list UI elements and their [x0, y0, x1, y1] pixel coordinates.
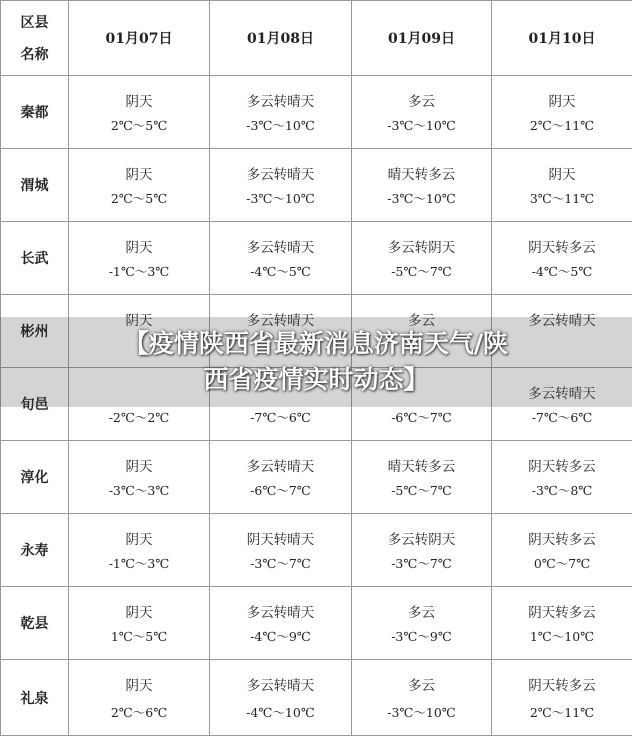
- forecast-cell: [210, 441, 352, 514]
- weather-condition: 阴天: [125, 605, 153, 621]
- weather-condition: 多云转晴天: [246, 459, 315, 475]
- forecast-cell: [352, 222, 492, 295]
- temperature-range: -3℃～10℃: [387, 705, 456, 720]
- forecast-cell: [69, 587, 210, 660]
- weather-condition: 阴天: [125, 459, 153, 475]
- temperature-range: -3℃～10℃: [387, 118, 456, 133]
- region-name-cell: 彬州: [1, 295, 69, 368]
- temperature-range: -3℃～10℃: [246, 118, 315, 133]
- region-name-cell: 永寿: [1, 514, 69, 587]
- date-header-cell: 01月08日: [210, 1, 352, 76]
- forecast-cell: [352, 149, 492, 222]
- temperature-range: -1℃～3℃: [108, 264, 170, 279]
- forecast-cell: [210, 660, 352, 736]
- temperature-range: -2℃～2℃: [108, 410, 170, 425]
- weather-condition: 多云转阴天: [387, 532, 456, 548]
- region-header-line2: 名称: [20, 47, 49, 63]
- weather-condition: 阴天: [125, 167, 153, 183]
- forecast-cell: [352, 76, 492, 149]
- forecast-cell: [492, 514, 632, 587]
- weather-condition: 阴天转晴天: [246, 532, 315, 548]
- temperature-range: -4℃～5℃: [531, 264, 593, 279]
- temperature-range: -7℃～6℃: [531, 410, 593, 425]
- temperature-range: 0℃～7℃: [533, 556, 591, 571]
- weather-condition: 阴天转多云: [528, 678, 596, 694]
- forecast-cell: [210, 76, 352, 149]
- weather-condition: 阴天: [548, 167, 576, 183]
- temperature-range: -1℃～3℃: [108, 556, 170, 571]
- date-header-cell: 01月10日: [492, 1, 632, 76]
- temperature-range: -3℃～9℃: [391, 629, 452, 644]
- weather-condition: 多云: [408, 313, 435, 329]
- forecast-cell: [69, 149, 210, 222]
- temperature-range: 2℃～6℃: [110, 705, 168, 720]
- temperature-range: 2℃～11℃: [529, 705, 595, 720]
- date-header-cell: 01月09日: [352, 1, 492, 76]
- weather-condition: 阴天转多云: [528, 240, 596, 256]
- weather-condition: 阴天: [125, 94, 153, 110]
- weather-condition: 阴天: [548, 94, 576, 110]
- weather-condition: 多云转晴天: [246, 313, 315, 329]
- weather-condition: 晴天转多云: [387, 459, 456, 475]
- temperature-range: -6℃～7℃: [391, 410, 452, 425]
- forecast-cell: [69, 514, 210, 587]
- forecast-cell: [492, 441, 632, 514]
- table-row: [1, 660, 632, 736]
- forecast-cell: [352, 587, 492, 660]
- forecast-cell: [210, 514, 352, 587]
- forecast-cell: [492, 660, 632, 736]
- temperature-range: 2℃～11℃: [529, 118, 595, 133]
- temperature-range: -4℃～9℃: [250, 629, 311, 644]
- temperature-range: 3℃～11℃: [529, 191, 595, 206]
- temperature-range: -6℃～7℃: [250, 483, 311, 498]
- table-row: [1, 441, 632, 514]
- weather-condition: 多云转晴天: [246, 240, 315, 256]
- weather-condition: 多云转晴天: [246, 678, 315, 694]
- region-name-cell: 礼泉: [1, 660, 69, 736]
- temperature-range: -3℃～8℃: [531, 483, 593, 498]
- weather-condition: 阴天转多云: [528, 605, 596, 621]
- temperature-range: 2℃～5℃: [110, 191, 168, 206]
- weather-condition: 阴天转多云: [528, 459, 596, 475]
- region-header-cell: [1, 1, 69, 76]
- forecast-cell: [352, 660, 492, 736]
- temperature-range: -3℃～3℃: [108, 483, 170, 498]
- forecast-cell: [69, 76, 210, 149]
- table-row: [1, 587, 632, 660]
- title-overlay-banner: [0, 317, 632, 407]
- region-name-cell: 淳化: [1, 441, 69, 514]
- overlay-title-line1: 【疫情陕西省最新消息济南天气/陕: [123, 329, 509, 358]
- forecast-cell: [210, 222, 352, 295]
- forecast-cell: [492, 222, 632, 295]
- weather-condition: 多云转晴天: [528, 313, 596, 329]
- temperature-range: -3℃～7℃: [391, 556, 452, 571]
- forecast-cell: [492, 149, 632, 222]
- weather-condition: 多云: [408, 94, 435, 110]
- weather-condition: 阴天: [125, 532, 153, 548]
- region-name-cell: 渭城: [1, 149, 69, 222]
- table-row: [1, 514, 632, 587]
- temperature-range: -4℃～10℃: [246, 705, 315, 720]
- forecast-cell: [492, 587, 632, 660]
- temperature-range: -3℃～10℃: [246, 191, 315, 206]
- forecast-cell: [352, 514, 492, 587]
- temperature-range: -4℃～5℃: [250, 264, 311, 279]
- weather-condition: 多云转晴天: [246, 167, 315, 183]
- overlay-title-line2: 西省疫情实时动态】: [203, 365, 429, 394]
- region-name-cell: 乾县: [1, 587, 69, 660]
- temperature-range: 2℃～5℃: [110, 118, 168, 133]
- region-name-cell: 长武: [1, 222, 69, 295]
- temperature-range: -7℃～6℃: [250, 410, 311, 425]
- temperature-range: -3℃～10℃: [387, 191, 456, 206]
- region-name-cell: 旬邑: [1, 368, 69, 441]
- weather-condition: 阴天: [125, 240, 153, 256]
- temperature-range: -5℃～7℃: [391, 483, 452, 498]
- weather-condition: 晴天转多云: [387, 167, 456, 183]
- weather-condition: 阴天转多云: [528, 532, 596, 548]
- temperature-range: 1℃～5℃: [110, 629, 168, 644]
- forecast-cell: [352, 441, 492, 514]
- table-row: [1, 76, 632, 149]
- forecast-cell: [210, 587, 352, 660]
- forecast-cell: [69, 222, 210, 295]
- temperature-range: 1℃～10℃: [529, 629, 595, 644]
- forecast-cell: [492, 76, 632, 149]
- region-name-cell: 秦都: [1, 76, 69, 149]
- weather-condition: 多云: [408, 678, 435, 694]
- region-header-line1: 区县: [20, 15, 49, 31]
- forecast-cell: [69, 660, 210, 736]
- temperature-range: -3℃～7℃: [250, 556, 311, 571]
- weather-condition: 多云: [408, 605, 435, 621]
- weather-condition: 多云转晴天: [246, 605, 315, 621]
- weather-condition: 多云转晴天: [528, 386, 596, 402]
- weather-condition: 多云转阴天: [387, 240, 456, 256]
- weather-condition: 多云转晴天: [246, 94, 315, 110]
- table-row: [1, 222, 632, 295]
- weather-condition: 阴天: [125, 313, 153, 329]
- table-row: [1, 149, 632, 222]
- table-header-row: [1, 1, 632, 76]
- forecast-cell: [210, 149, 352, 222]
- date-header-cell: 01月07日: [69, 1, 210, 76]
- forecast-cell: [69, 441, 210, 514]
- weather-condition: 阴天: [125, 678, 153, 694]
- temperature-range: -5℃～7℃: [391, 264, 452, 279]
